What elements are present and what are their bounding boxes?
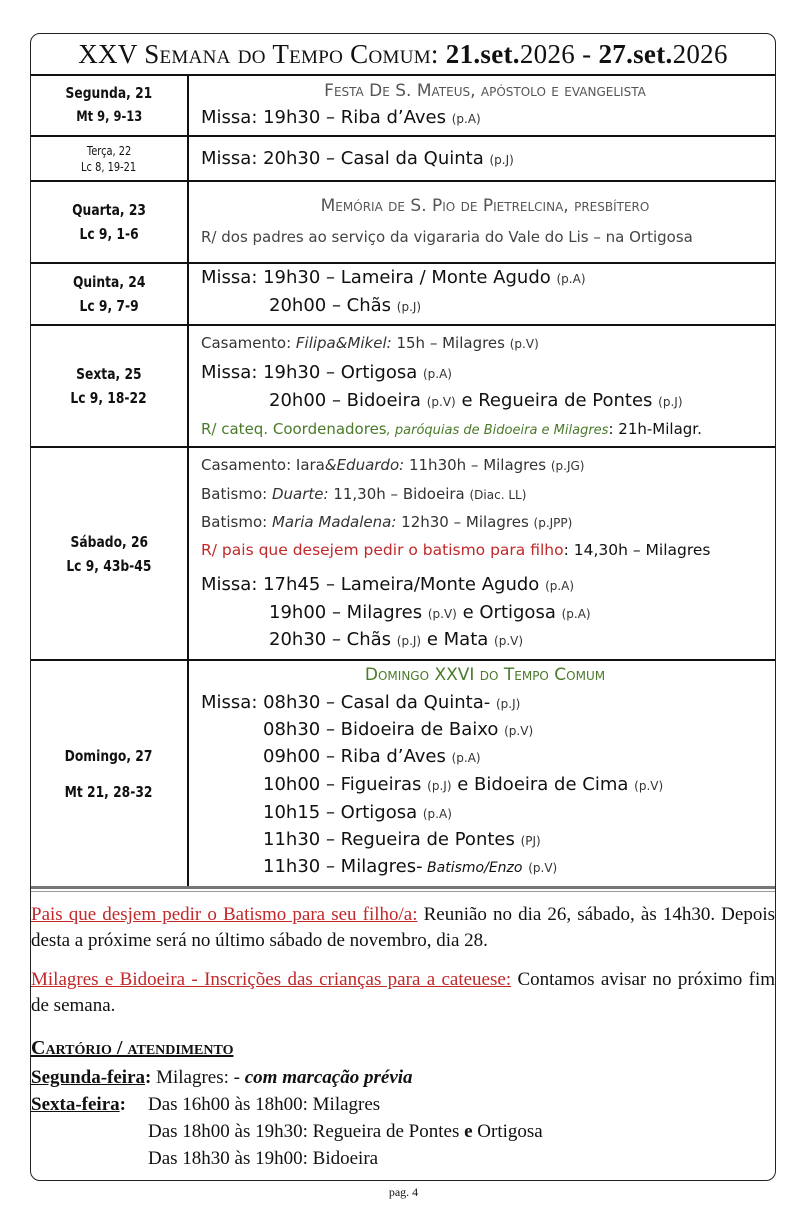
mass-line: Missa: 17h45 – Lameira/Monte Agudo (p.A) xyxy=(201,574,575,595)
office-friday-slot: Das 18h30 às 19h00: Bidoeira xyxy=(148,1148,379,1169)
day-cell: Quarta, 23 Lc 9, 1-6 xyxy=(31,182,189,262)
notice-catechesis: Milagres e Bidoeira - Inscrições das crianças para a cateuese: Contamos avisar no próximo fim de semana. xyxy=(31,969,775,1016)
page-title: XXV Semana do Tempo Comum: 21.set.2026 - 27.set.2026 xyxy=(31,34,775,76)
office-friday-slot: Das 18h00 às 19h30: Regueira de Pontes e Ortigosa xyxy=(148,1121,543,1142)
baptism-line: Batismo: Maria Madalena: 12h30 – Milagres (p.JPP) xyxy=(201,513,573,531)
mass-line: 20h30 – Chãs (p.J) e Mata (p.V) xyxy=(269,629,524,650)
notice-baptism: Pais que desjem pedir o Batismo para seu filho/a: Reunião no dia 26, sábado, às 14h30. Depois desta a próxime será no último sábado de novembro, dia 28. xyxy=(31,904,775,951)
mass-line: 10h00 – Figueiras (p.J) e Bidoeira de Cima (p.V) xyxy=(263,774,664,795)
day-cell: Segunda, 21 Mt 9, 9-13 xyxy=(31,75,189,135)
schedule-row-friday xyxy=(31,326,775,448)
schedule-row-tuesday xyxy=(31,137,775,182)
day-cell: Quinta, 24 Lc 9, 7-9 xyxy=(31,264,189,324)
mass-line: 11h30 – Milagres- Batismo/Enzo (p.V) xyxy=(263,856,558,877)
mass-line: 09h00 – Riba d’Aves (p.A) xyxy=(263,746,481,767)
feast-title: Festa De S. Mateus, apóstolo e evangelista xyxy=(324,81,646,101)
schedule-row-monday xyxy=(31,75,775,137)
office-friday-slot: Das 16h00 às 18h00: Milagres xyxy=(148,1094,381,1115)
mass-line: 19h00 – Milagres (p.V) e Ortigosa (p.A) xyxy=(269,602,591,623)
mass-line: 10h15 – Ortigosa (p.A) xyxy=(263,802,452,823)
mass-line: 11h30 – Regueira de Pontes (PJ) xyxy=(263,829,541,850)
day-cell: Domingo, 27 Mt 21, 28-32 xyxy=(31,661,189,886)
mass-line: 20h00 – Bidoeira (p.V) e Regueira de Pontes (p.J) xyxy=(269,390,683,411)
catechesis-line: R/ cateq. Coordenadores, paróquias de Bidoeira e Milagres: 21h-Milagr. xyxy=(201,420,702,438)
mass-line: Missa: 19h30 – Riba d’Aves (p.A) xyxy=(201,107,481,128)
meeting-note: R/ dos padres ao serviço da vigararia do Vale do Lis – na Ortigosa xyxy=(201,228,693,246)
day-cell: Sábado, 26 Lc 9, 43b-45 xyxy=(31,448,189,659)
office-monday: Segunda-feira: Milagres: - com marcação prévia xyxy=(31,1067,413,1088)
office-friday-label: Sexta-feira: xyxy=(31,1094,126,1115)
day-cell: Terça, 22 Lc 8, 19-21 xyxy=(31,137,189,180)
schedule-row-wednesday xyxy=(31,182,775,264)
feast-title: Domingo XXVI do Tempo Comum xyxy=(364,665,606,685)
day-cell: Sexta, 25 Lc 9, 18-22 xyxy=(31,326,189,446)
mass-line: Missa: 08h30 – Casal da Quinta- (p.J) xyxy=(201,692,521,713)
wedding-line: Casamento: Iara&Eduardo: 11h30h – Milagres (p.JG) xyxy=(201,456,585,474)
page-number: pag. 4 xyxy=(388,1185,419,1199)
feast-title: Memória de S. Pio de Pietrelcina, presbítero xyxy=(320,196,650,216)
mass-line: 08h30 – Bidoeira de Baixo (p.V) xyxy=(263,719,534,740)
schedule-row-thursday xyxy=(31,264,775,326)
schedule-row-saturday xyxy=(31,448,775,661)
mass-line: Missa: 19h30 – Ortigosa (p.A) xyxy=(201,362,452,383)
schedule-row-sunday xyxy=(31,661,775,886)
section-divider xyxy=(31,886,775,889)
mass-line: 20h00 – Chãs (p.J) xyxy=(269,295,422,316)
mass-line: Missa: 19h30 – Lameira / Monte Agudo (p.A) xyxy=(201,267,586,288)
section-divider xyxy=(31,891,775,892)
baptism-line: Batismo: Duarte: 11,30h – Bidoeira (Diac. LL) xyxy=(201,485,527,503)
office-heading: Cartório / atendimento xyxy=(31,1037,234,1059)
mass-line: Missa: 20h30 – Casal da Quinta (p.J) xyxy=(201,148,514,169)
baptism-meeting-line: R/ pais que desejem pedir o batismo para filho: 14,30h – Milagres xyxy=(201,541,711,559)
wedding-line: Casamento: Filipa&Mikel: 15h – Milagres (p.V) xyxy=(201,334,539,352)
